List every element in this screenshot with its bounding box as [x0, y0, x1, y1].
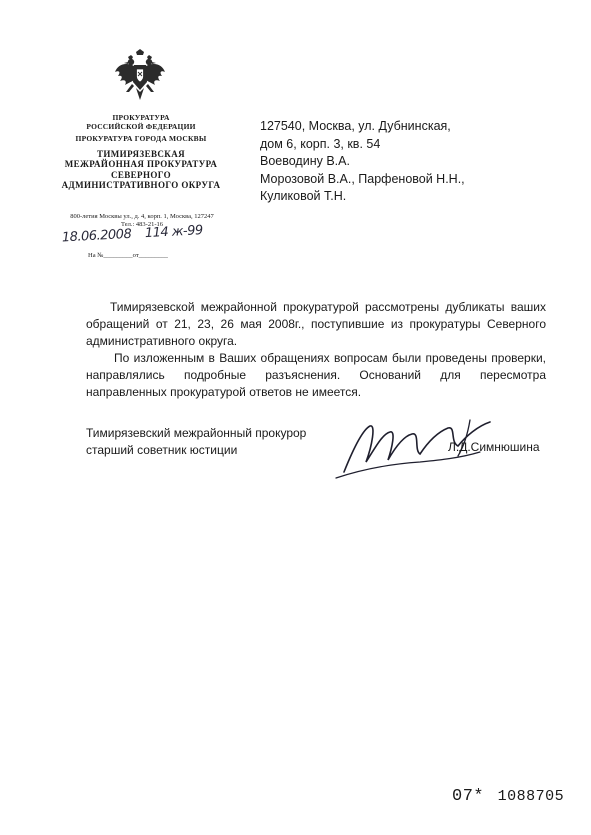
recipient-line: дом 6, корп. 3, кв. 54 — [260, 136, 381, 151]
org-name-line-2: МЕЖРАЙОННАЯ ПРОКУРАТУРА — [64, 159, 218, 170]
org-name-line-4: АДМИНИСТРАТИВНОГО ОКРУГА — [61, 179, 221, 190]
document-serial-number — [452, 787, 564, 806]
handwritten-number: 114 ж-99 — [144, 223, 204, 242]
recipient-line: 127540, Москва, ул. Дубнинская, — [260, 119, 451, 133]
organization-header — [56, 114, 226, 190]
body-paragraph: Тимирязевской межрайонной прокуратурой рассмотрены дубликаты ваших обращений от 21, 23, 26 мая 2008г., поступившие из прокуратуры Северного административного округа. — [86, 300, 546, 348]
reference-line: На №_________от_________ — [88, 252, 168, 259]
org-line-moscow-prosecution: ПРОКУРАТУРА ГОРОДА МОСКВЫ — [75, 134, 207, 144]
org-name-line-1: ТИМИРЯЗЕВСКАЯ — [96, 148, 186, 159]
recipient-address — [260, 118, 570, 206]
org-line-prosecution: ПРОКУРАТУРА — [112, 113, 170, 122]
body-paragraph: По изложенным в Ваших обращениях вопросам были проведены проверки, направлялись подробные разъяснения. Оснований для пересмотра направленных прокуратурой ответов не имеется. — [86, 351, 546, 399]
handwritten-date: 18.06.2008 — [61, 226, 132, 246]
double-headed-eagle-icon — [112, 48, 168, 104]
org-name-line-3: СЕВЕРНОГО — [110, 169, 172, 180]
recipient-line: Морозовой В.А., Парфеновой Н.Н., — [260, 171, 465, 186]
signatory-name: Л.Д.Симнюшина — [448, 440, 540, 454]
serial-prefix: 07* — [452, 787, 485, 806]
signatory-position: Тимирязевский межрайонный прокурор — [86, 426, 307, 440]
org-address: 800-летия Москвы ул., д. 4, корп. 1, Москва, 127247 — [70, 213, 214, 220]
signatory-title — [86, 425, 306, 459]
signatory-rank: старший советник юстиции — [86, 443, 238, 457]
letter-body — [86, 299, 546, 401]
recipient-line: Куликовой Т.Н. — [260, 189, 347, 203]
serial-number: 1088705 — [497, 788, 565, 805]
org-line-russian-federation: РОССИЙСКОЙ ФЕДЕРАЦИИ — [86, 121, 196, 131]
recipient-line: Воеводину В.А. — [260, 154, 350, 168]
org-phone: Тел.: 483-21-16 — [121, 220, 163, 228]
